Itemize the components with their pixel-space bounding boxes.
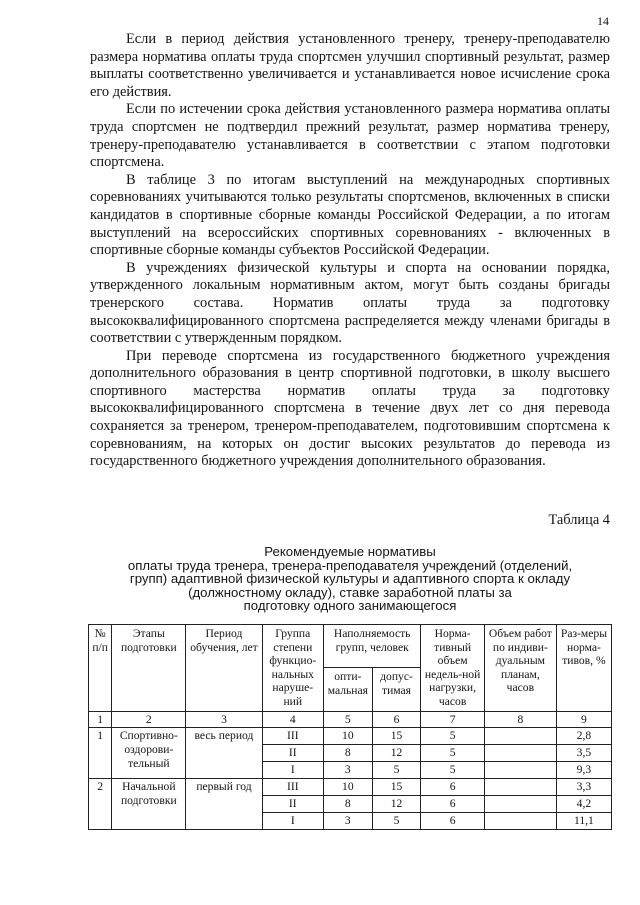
cell-load: 6	[421, 813, 485, 830]
cell-individual	[484, 745, 556, 762]
table-title-line: (должностному окладу), ставке заработной платы за	[188, 584, 512, 600]
column-number: 2	[112, 711, 186, 728]
cell-rate: 2,8	[556, 728, 611, 745]
table-row	[89, 779, 612, 796]
header-stages: Этапы подготовки	[112, 625, 186, 712]
cell-group: I	[262, 813, 323, 830]
cell-optimal: 10	[323, 779, 372, 796]
cell-optimal: 8	[323, 796, 372, 813]
cell-load: 5	[421, 745, 485, 762]
table-title	[90, 545, 610, 613]
header-period: Период обучения, лет	[186, 625, 262, 712]
table-title-line: групп) адаптивной физической культуры и адаптивного спорта к окладу	[129, 571, 571, 587]
cell-allowed: 5	[372, 813, 421, 830]
table-title-line: Рекомендуемые нормативы	[264, 544, 436, 559]
cell-optimal: 10	[323, 728, 372, 745]
cell-num: 1	[89, 728, 112, 779]
column-number: 1	[89, 711, 112, 728]
cell-period: весь период	[186, 728, 262, 779]
paragraph: Если по истечении срока действия установленного размера норматива оплаты труда спортсмен не подтвердил прежний результат, размер норматива тренеру, тренеру-преподавателю устанавливается в соответствии с этапом подготовки спортсмена.	[90, 101, 610, 171]
header-norm-load: Норма-тивный объем недель-ной нагрузки, часов	[421, 625, 485, 712]
header-optimal: опти-мальная	[323, 668, 372, 711]
column-number: 6	[372, 711, 421, 728]
table-title-line: подготовку одного занимающегося	[243, 598, 457, 614]
paragraph: В учреждениях физической культуры и спорта на основании порядка, утвержденного локальным нормативным актом, могут быть созданы бригады тренерского состава. Норматив оплаты труда за подготовку высококвалифицированного спортсмена распределяется между членами бригады в соответствии с утвержденным порядком.	[90, 259, 610, 347]
table-title-line: оплаты труда тренера, тренера-преподавателя учреждений (отделений,	[127, 557, 573, 573]
column-number: 3	[186, 711, 262, 728]
cell-group: II	[262, 745, 323, 762]
paragraph: В таблице 3 по итогам выступлений на международных спортивных соревнованиях учитываются только результаты спортсменов, включенных в списки кандидатов в спортивные сборные команды Российской Федерации, а по итогам выступлений на всероссийских спортивных соревнованиях - включенных в спортивные сборные команды субъектов Российской Федерации.	[90, 171, 610, 259]
cell-stage: Начальной подготовки	[112, 779, 186, 830]
cell-individual	[484, 762, 556, 779]
cell-group: II	[262, 796, 323, 813]
cell-period: первый год	[186, 779, 262, 830]
cell-allowed: 12	[372, 796, 421, 813]
cell-individual	[484, 813, 556, 830]
cell-rate: 3,3	[556, 779, 611, 796]
cell-group: III	[262, 728, 323, 745]
cell-individual	[484, 796, 556, 813]
body-text	[90, 31, 610, 471]
cell-rate: 3,5	[556, 745, 611, 762]
cell-individual	[484, 779, 556, 796]
cell-group: III	[262, 779, 323, 796]
cell-allowed: 5	[372, 762, 421, 779]
paragraph: Если в период действия установленного тренеру, тренеру-преподавателю размера норматива оплаты труда спортсмен улучшил спортивный результат, размер выплаты соответственно увеличивается и устанавливается новое исчисление срока его действия.	[90, 31, 610, 100]
cell-individual	[484, 728, 556, 745]
cell-optimal: 3	[323, 762, 372, 779]
cell-rate: 4,2	[556, 796, 611, 813]
cell-allowed: 15	[372, 779, 421, 796]
cell-rate: 9,3	[556, 762, 611, 779]
column-number: 8	[484, 711, 556, 728]
cell-rate: 11,1	[556, 813, 611, 830]
column-number-row	[89, 711, 612, 728]
header-rates: Раз-меры норма-тивов, %	[556, 625, 611, 712]
cell-num: 2	[89, 779, 112, 830]
paragraph: При переводе спортсмена из государственного бюджетного учреждения дополнительного образования в центр спортивной подготовки, в школу высшего спортивного мастерства норматив оплаты труда за подготовку высококвалифицированного спортсмена в течение двух лет со дня перевода сохраняется за тренером, тренером-преподавателем, подготовившим спортсмена к соревнованиям, на которых он достиг высоких результатов до перевода из государственного бюджетного учреждения дополнительного образования.	[90, 347, 610, 470]
page-number: 14	[597, 14, 609, 28]
cell-allowed: 12	[372, 745, 421, 762]
norms-table	[88, 624, 612, 830]
header-individual: Объем работ по индиви-дуальным планам, часов	[484, 625, 556, 712]
column-number: 7	[421, 711, 485, 728]
cell-group: I	[262, 762, 323, 779]
table-caption: Таблица 4	[548, 512, 610, 528]
column-number: 5	[323, 711, 372, 728]
column-number: 4	[262, 711, 323, 728]
cell-optimal: 3	[323, 813, 372, 830]
cell-load: 6	[421, 779, 485, 796]
cell-load: 5	[421, 762, 485, 779]
cell-load: 6	[421, 796, 485, 813]
header-group: Группа степени функцио-нальных наруше-ний	[262, 625, 323, 712]
cell-allowed: 15	[372, 728, 421, 745]
column-number: 9	[556, 711, 611, 728]
table-row	[89, 728, 612, 745]
cell-optimal: 8	[323, 745, 372, 762]
cell-stage: Спортивно-оздорови-тельный	[112, 728, 186, 779]
header-fill: Наполняемость групп, человек	[323, 625, 420, 668]
header-allowed: допус-тимая	[372, 668, 421, 711]
cell-load: 5	[421, 728, 485, 745]
header-num: № п/п	[89, 625, 112, 712]
